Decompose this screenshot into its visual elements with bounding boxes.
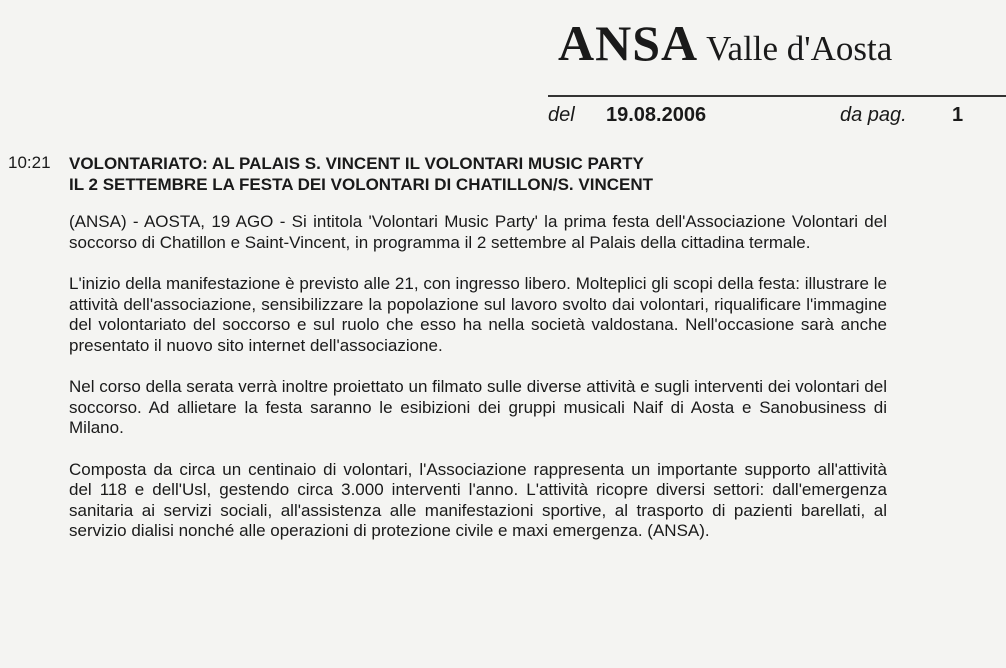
masthead-rule — [548, 95, 1006, 97]
article-paragraph: Nel corso della serata verrà inoltre proiettato un filmato sulle diverse attività e sugli interventi dei volontari del soccorso. Ad allietare la festa saranno le esibizioni dei gruppi musicali Naif di Aosta e Sanobusiness di Milano. — [69, 377, 887, 437]
article-body — [69, 212, 887, 563]
headline-line-2: IL 2 SETTEMBRE LA FESTA DEI VOLONTARI DI CHATILLON/S. VINCENT — [69, 175, 653, 194]
masthead-edition: Valle d'Aosta — [706, 29, 893, 68]
article-paragraph: (ANSA) - AOSTA, 19 AGO - Si intitola 'Volontari Music Party' la prima festa dell'Associazione Volontari del soccorso di Chatillon e Saint-Vincent, in programma il 2 settembre al Palais della cittadina termale. — [69, 212, 887, 252]
page-label: da pag. — [840, 104, 907, 126]
article-paragraph: Composta da circa un centinaio di volontari, l'Associazione rappresenta un importante supporto all'attività del 118 e dell'Usl, gestendo circa 3.000 interventi l'anno. L'attività ricopre diversi settori: dall'emergenza sanitaria ai servizi sociali, all'assistenza alle manifestazioni sportive, al trasporto di pazienti barellati, al servizio dialisi nonché alle operazioni di protezione civile e maxi emergenza. (ANSA). — [69, 459, 887, 540]
date-label: del — [548, 104, 575, 126]
headline-line-1: VOLONTARIATO: AL PALAIS S. VINCENT IL VOLONTARI MUSIC PARTY — [69, 154, 644, 173]
page-number: 1 — [952, 104, 964, 126]
article-time: 10:21 — [8, 153, 51, 172]
masthead-brand: ANSA — [558, 15, 699, 71]
article-paragraph: L'inizio della manifestazione è previsto alle 21, con ingresso libero. Molteplici gli scopi della festa: illustrare le attività dell'associazione, sensibilizzare la popolazione sul lavoro svolto dai volontari, riqualificare l'immagine del volontariato del soccorso e sul ruolo che esso ha nella società valdostana. Nell'occasione sarà anche presentato il nuovo sito internet dell'associazione. — [69, 274, 887, 355]
article-headline — [69, 153, 969, 195]
masthead — [558, 14, 892, 72]
publication-date: 19.08.2006 — [606, 104, 707, 126]
